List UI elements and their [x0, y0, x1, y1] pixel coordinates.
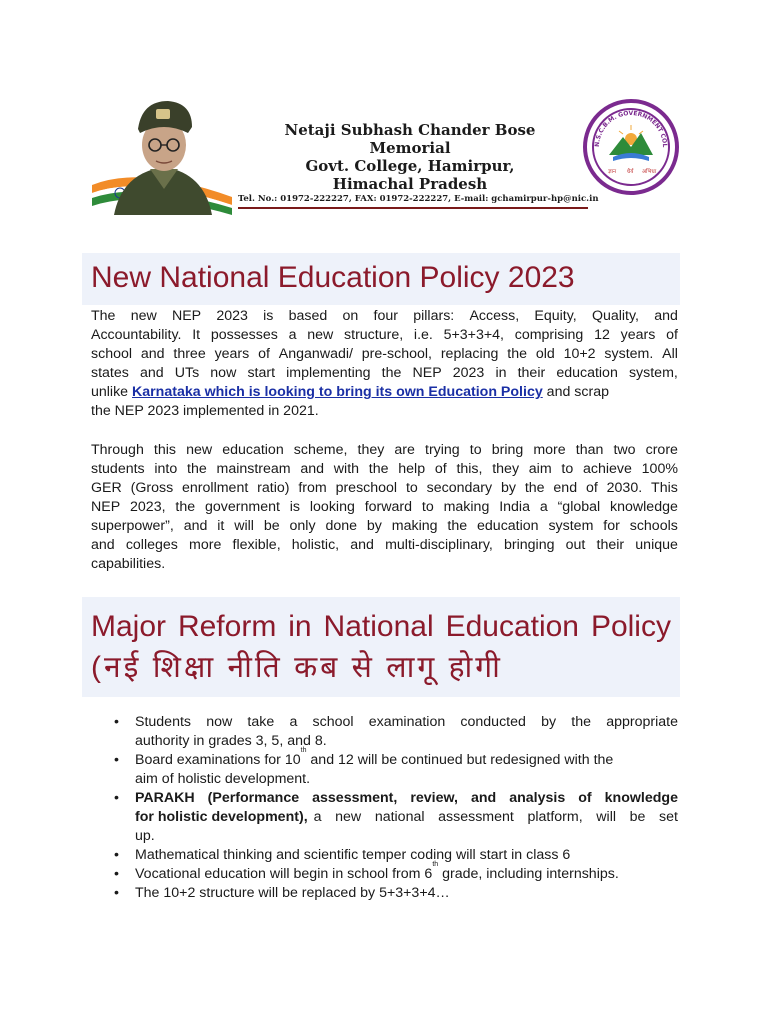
word: assessment	[438, 809, 514, 825]
word: scheme,	[293, 442, 348, 458]
list-item	[112, 747, 678, 789]
svg-text:ज्ञान धैर्य अभ	[608, 168, 657, 175]
paragraph-last-line: the NEP 2023 implemented in 2021.	[91, 403, 319, 419]
paragraph-last-line: capabilities.	[91, 556, 166, 572]
justified-line	[91, 307, 678, 326]
word: PARAKH	[135, 790, 195, 806]
word: their	[596, 537, 625, 553]
word: students	[91, 461, 145, 477]
word: and	[91, 537, 115, 553]
word: school	[312, 714, 354, 730]
word: education	[477, 518, 539, 534]
bullet-icon: •	[114, 752, 119, 768]
word: and	[350, 537, 374, 553]
word: appropriate	[606, 714, 678, 730]
word: holistic,	[291, 537, 340, 553]
justified-line	[91, 326, 678, 345]
word: trying	[425, 442, 460, 458]
bullet-last-line: aim of holistic development.	[135, 771, 311, 787]
bullet-text: Vocational education will begin in school from 6	[135, 866, 433, 882]
word: system,	[628, 365, 678, 381]
word: years	[620, 327, 656, 343]
word: is	[289, 499, 301, 515]
word: by	[500, 480, 516, 496]
word: new	[335, 809, 362, 825]
word: start	[247, 365, 276, 381]
word: the	[187, 461, 207, 477]
institution-name	[242, 121, 578, 193]
post-link-text: and scrap	[542, 384, 609, 400]
portrait-image	[92, 93, 232, 215]
word: will	[596, 809, 616, 825]
word: based	[288, 308, 328, 324]
bullet-icon: •	[114, 866, 119, 882]
word: bringing	[504, 537, 555, 553]
word: implementing	[286, 365, 371, 381]
reform-bullet-list	[112, 713, 678, 903]
word: system.	[604, 346, 654, 362]
word: 2023	[452, 365, 485, 381]
word: by	[366, 518, 382, 534]
word: i.e.	[413, 327, 433, 343]
bullet-line	[135, 861, 678, 884]
justified-line	[91, 441, 678, 460]
word: flexible,	[232, 537, 281, 553]
word: (Gross	[130, 480, 174, 496]
section-heading-box	[82, 597, 680, 697]
justified-line	[91, 345, 678, 364]
list-item	[112, 861, 678, 884]
word: and	[470, 790, 497, 806]
institution-line-2: Govt. College, Hamirpur,	[305, 157, 515, 175]
justified-line	[91, 479, 678, 498]
section-heading-hindi: (नई शिक्षा नीति कब से लागू होगी	[91, 651, 503, 684]
word: education	[222, 442, 284, 458]
paragraph-education-scheme	[91, 441, 678, 574]
word: more	[189, 537, 222, 553]
word: Students	[135, 714, 192, 730]
word: a	[313, 809, 322, 825]
word: 2023	[216, 308, 248, 324]
word: new	[307, 327, 334, 343]
word: old	[535, 346, 555, 362]
word: now	[206, 714, 233, 730]
word: pre-school,	[361, 346, 432, 362]
list-item	[112, 713, 678, 751]
word: pillars:	[413, 308, 455, 324]
word: of	[258, 346, 270, 362]
word: NEP	[171, 308, 202, 324]
word: of	[434, 461, 447, 477]
word: Reform	[177, 610, 277, 643]
parakh-bold-text: for holistic development),	[135, 809, 308, 825]
word: the	[447, 518, 468, 534]
word: they	[492, 461, 520, 477]
seal-motto-3: अभिधा	[641, 169, 657, 175]
word: and	[183, 518, 208, 534]
word: Education	[445, 610, 579, 643]
word: colleges	[125, 537, 178, 553]
word: 10+2	[563, 346, 596, 362]
word: than	[575, 442, 604, 458]
word: by	[541, 714, 557, 730]
word: examination	[368, 714, 446, 730]
list-item	[112, 884, 678, 903]
word: knowledge	[610, 499, 678, 515]
word: GER	[91, 480, 122, 496]
word: years	[214, 346, 250, 362]
bullet-text: grade, including internships.	[438, 866, 619, 882]
word: the	[524, 480, 545, 496]
bullet-icon: •	[114, 714, 119, 730]
word: in	[495, 365, 507, 381]
word: Accountability.	[91, 327, 182, 343]
institution-line-1: Netaji Subhash Chander Bose Memorial	[284, 121, 536, 157]
word: school	[91, 346, 133, 362]
seal-motto-1: ज्ञान	[608, 169, 617, 175]
word: a	[288, 327, 297, 343]
word: states	[91, 365, 129, 381]
ordinal-suffix: th	[432, 861, 439, 868]
word: is	[263, 308, 274, 324]
word: the	[175, 499, 196, 515]
word: (Performance	[207, 790, 300, 806]
word: bring	[491, 442, 524, 458]
word: of	[578, 790, 592, 806]
word: This	[651, 480, 678, 496]
bullet-text: and 12 will be continued but redesigned with the	[306, 752, 614, 768]
word: Through	[91, 442, 144, 458]
word: secondary	[426, 480, 493, 496]
section-heading-major-reform	[91, 607, 671, 647]
word: for	[603, 518, 620, 534]
word: of	[666, 327, 678, 343]
word: out	[565, 537, 586, 553]
word: take	[247, 714, 275, 730]
word: unique	[635, 537, 678, 553]
word: be	[263, 518, 280, 534]
word: achieve	[583, 461, 632, 477]
word: assessment,	[312, 790, 398, 806]
word: conducted	[460, 714, 526, 730]
word: now	[210, 365, 237, 381]
word: multi-disciplinary,	[385, 537, 493, 553]
word: India	[499, 499, 530, 515]
list-item	[112, 846, 678, 865]
college-banner	[92, 93, 680, 215]
contact-details: Tel. No.: 01972-222227, FAX: 01972-222227, E-mail: gchamirpur-hp@nic.in	[238, 194, 599, 204]
word: the	[381, 365, 402, 381]
word: Access,	[469, 308, 520, 324]
pre-link-text: unlike	[91, 384, 133, 400]
word: It	[192, 327, 201, 343]
word: the	[571, 714, 591, 730]
institution-line-3: Himachal Pradesh	[332, 175, 488, 193]
word: end	[553, 480, 578, 496]
bullet-last-line: up.	[135, 828, 155, 844]
word: education	[556, 365, 618, 381]
justified-line	[91, 536, 678, 555]
word: set	[659, 809, 678, 825]
word: and	[654, 308, 678, 324]
word: their	[517, 365, 546, 381]
word: help	[398, 461, 426, 477]
word: making	[391, 518, 438, 534]
contact-underline	[238, 207, 588, 209]
word: enrollment	[182, 480, 249, 496]
word: new	[186, 442, 213, 458]
word: All	[662, 346, 678, 362]
word: structure,	[344, 327, 404, 343]
word: from	[298, 480, 327, 496]
word: to	[421, 499, 434, 515]
bullet-icon: •	[114, 885, 119, 901]
word: crore	[645, 442, 678, 458]
netaji-portrait-illustration	[92, 93, 232, 215]
word: more	[533, 442, 566, 458]
justified-line	[135, 713, 678, 732]
word: and	[140, 346, 165, 362]
word: mainstream	[216, 461, 291, 477]
word: system	[548, 518, 594, 534]
word: Quality,	[591, 308, 639, 324]
word: the	[368, 461, 389, 477]
word: 100%	[641, 461, 678, 477]
word: analysis	[509, 790, 566, 806]
word: a	[539, 499, 548, 515]
word: two	[613, 442, 636, 458]
justified-line	[91, 364, 678, 383]
word: preschool	[335, 480, 398, 496]
word: making	[443, 499, 490, 515]
word: it	[217, 518, 225, 534]
word: review,	[410, 790, 458, 806]
word: 5+3+3+4,	[443, 327, 504, 343]
justified-rest	[314, 808, 678, 827]
justified-line	[91, 498, 678, 517]
section-heading-nep: New National Education Policy 2023	[91, 261, 575, 294]
word: 2030.	[606, 480, 643, 496]
word: be	[629, 809, 646, 825]
section-heading-box	[82, 253, 680, 305]
word: 2023,	[130, 499, 166, 515]
word: aim	[528, 461, 552, 477]
bullet-mixed-line	[135, 808, 678, 827]
bullet-line	[135, 747, 678, 770]
justified-line	[135, 789, 678, 808]
bullet-text: The 10+2 structure will be replaced by 5+3+3+4…	[135, 885, 450, 901]
word: “global	[557, 499, 601, 515]
word: UTs	[174, 365, 200, 381]
word: National	[323, 610, 434, 643]
justified-line	[91, 517, 678, 536]
bullet-last-line: authority in grades 3, 5, and 8.	[135, 733, 327, 749]
word: new	[130, 308, 157, 324]
word: into	[154, 461, 178, 477]
word: Policy	[590, 610, 671, 643]
word: knowledge	[604, 790, 678, 806]
word: of	[585, 480, 598, 496]
ordinal-suffix: th	[300, 747, 307, 754]
link-line	[91, 383, 678, 402]
word: national	[374, 809, 425, 825]
word: schools	[629, 518, 678, 534]
word: the	[507, 346, 527, 362]
word: a	[289, 714, 298, 730]
bullet-icon: •	[114, 847, 119, 863]
word: in	[288, 610, 312, 643]
word: Major	[91, 610, 167, 643]
word: NEP	[91, 499, 121, 515]
word: The	[91, 308, 116, 324]
word: possesses	[210, 327, 278, 343]
paragraph-nep-pillars	[91, 307, 678, 421]
karnataka-policy-link[interactable]: Karnataka which is looking to bring its own Education Policy	[132, 384, 543, 400]
word: done	[325, 518, 357, 534]
bullet-text: Board examinations for 10	[135, 752, 301, 768]
word: replacing	[440, 346, 499, 362]
word: 12	[594, 327, 610, 343]
seal-motto-2: धैर्य	[626, 169, 634, 175]
word: they	[357, 442, 385, 458]
word: this,	[456, 461, 483, 477]
word: this	[153, 442, 176, 458]
word: government	[205, 499, 280, 515]
college-emblem-icon	[583, 99, 679, 195]
word: superpower”,	[91, 518, 174, 534]
word: will	[234, 518, 254, 534]
word: three	[173, 346, 206, 362]
word: with	[333, 461, 360, 477]
justified-line	[91, 460, 678, 479]
word: Equity,	[534, 308, 577, 324]
word: Anganwadi/	[278, 346, 353, 362]
word: platform,	[527, 809, 583, 825]
seal-arc-text: N.S.C.B.M. GOVERNMENT COL	[593, 109, 669, 148]
word: looking	[309, 499, 355, 515]
word: and	[139, 365, 164, 381]
word: on	[342, 308, 359, 324]
word: to	[561, 461, 574, 477]
word: are	[394, 442, 415, 458]
college-seal	[583, 99, 679, 195]
word: to	[469, 442, 482, 458]
list-item	[112, 789, 678, 846]
word: only	[289, 518, 316, 534]
word: NEP	[412, 365, 442, 381]
word: and	[300, 461, 325, 477]
word: forward	[364, 499, 413, 515]
word: four	[373, 308, 398, 324]
word: to	[405, 480, 418, 496]
word: ratio)	[257, 480, 290, 496]
word: comprising	[514, 327, 584, 343]
bullet-icon: •	[114, 790, 119, 806]
bullet-text: Mathematical thinking and scientific temper coding will start in class 6	[135, 847, 571, 863]
